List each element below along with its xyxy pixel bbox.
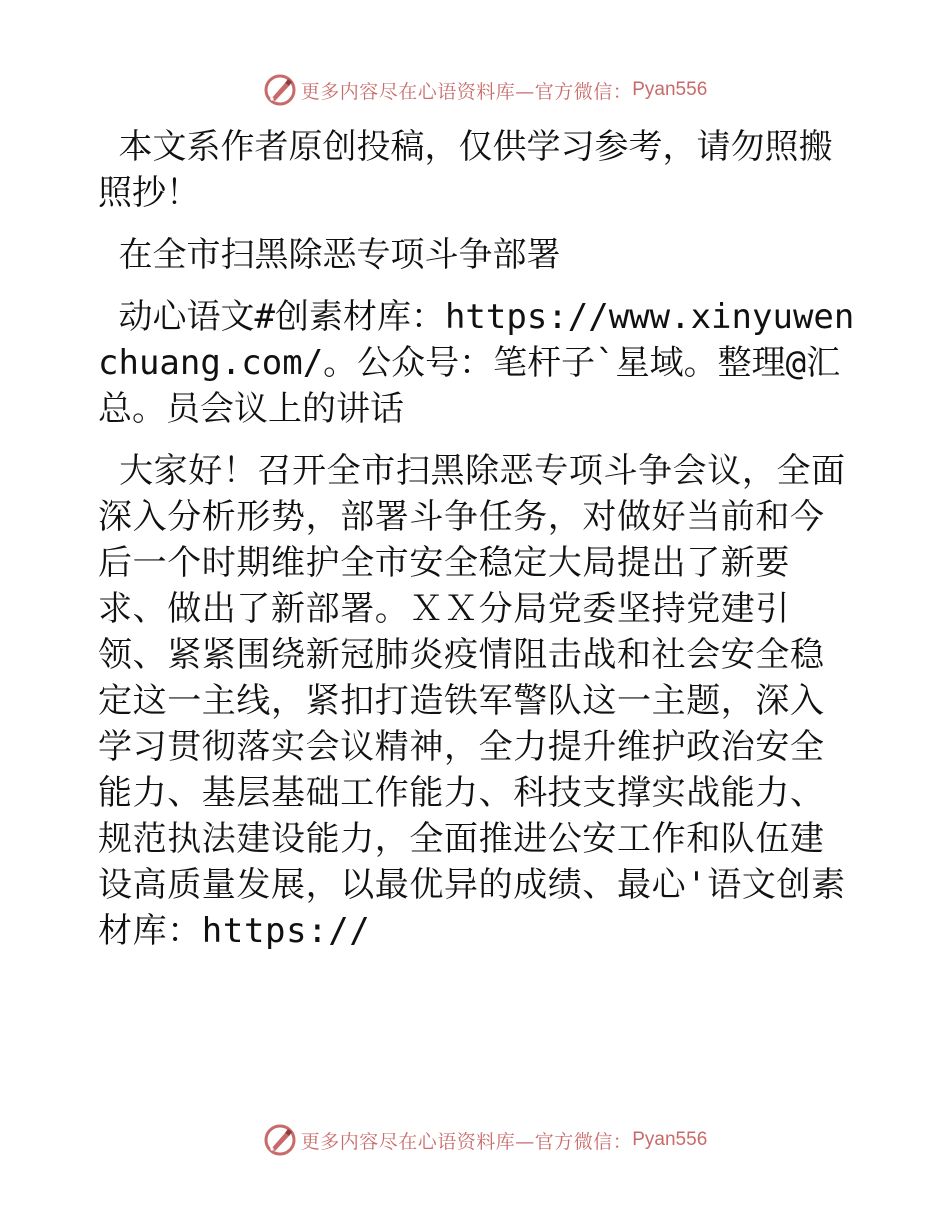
watermark-text: 更多内容尽在心语资料库—官方微信：	[300, 1130, 633, 1153]
pen-logo-icon	[263, 1123, 297, 1157]
copyright-note: 本文系作者原创投稿，仅供学习参考，请勿照搬照抄！	[98, 127, 833, 213]
source-line: 动心语文#创素材库：https://www.xinyuwenchuang.com/。公众号：笔杆子`星域。整理@汇总。员会议上的讲话	[98, 297, 855, 429]
watermark-wechat-id: Pyan556	[632, 1129, 708, 1150]
watermark-text: 更多内容尽在心语资料库—官方微信：	[300, 80, 633, 103]
watermark-wechat-id: Pyan556	[632, 79, 708, 100]
speech-title: 在全市扫黑除恶专项斗争部署	[98, 235, 561, 275]
footer-watermark	[0, 1120, 950, 1160]
document-body	[98, 124, 858, 954]
pen-logo-icon	[263, 73, 297, 107]
speech-paragraph: 大家好！召开全市扫黑除恶专项斗争会议，全面深入分析形势，部署斗争任务，对做好当前和今后一个时期维护全市安全稳定大局提出了新要求、做出了新部署。ＸＸ分局党委坚持党建引领、紧紧围绕新冠肺炎疫情阻击战和社会安全稳定这一主线，紧扣打造铁军警队这一主题，深入学习贯彻落实会议精神，全力提升维护政治安全能力、基层基础工作能力、科技支撑实战能力、规范执法建设能力，全面推进公安工作和队伍建设高质量发展，以最优异的成绩、最心'语文创素材库：https://	[98, 451, 846, 951]
header-watermark	[0, 70, 950, 110]
